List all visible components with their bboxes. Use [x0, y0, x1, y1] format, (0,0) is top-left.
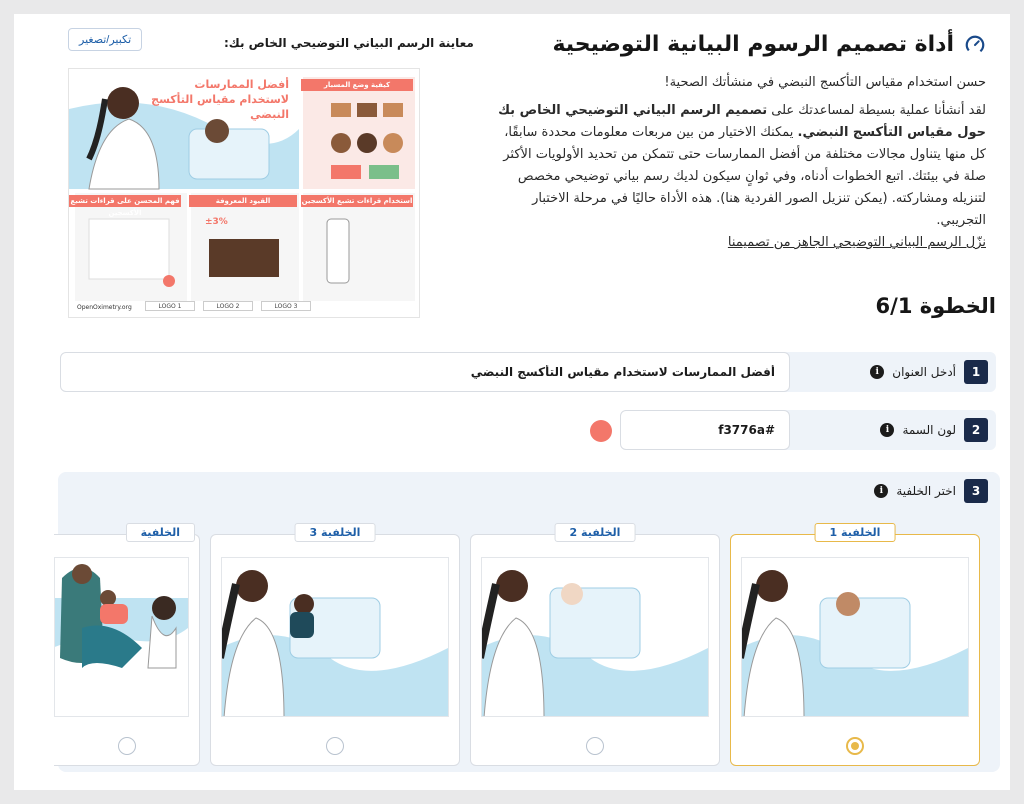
- info-icon[interactable]: i: [880, 423, 894, 437]
- zoom-button[interactable]: تكبير/تصغير: [68, 28, 142, 51]
- title-label-text: أدخل العنوان: [892, 365, 956, 379]
- poster-section-title: كيفية وضع المسبار: [301, 79, 413, 91]
- poster-logo: LOGO 3: [261, 301, 311, 311]
- background-2-illustration: [481, 558, 708, 717]
- step-number-badge: 1: [964, 360, 988, 384]
- info-icon[interactable]: i: [874, 484, 888, 498]
- background-card-2[interactable]: [470, 526, 720, 766]
- preview-label: معاينة الرسم البياني التوضيحي الخاص بك:: [224, 36, 474, 50]
- poster-section-title: استخدام قراءات تشبع الأكسجين: [301, 197, 413, 205]
- poster-logo: LOGO 1: [145, 301, 195, 311]
- background-thumbnail: [481, 557, 709, 717]
- background-card-4[interactable]: [54, 526, 200, 766]
- background-radio-1[interactable]: [846, 737, 864, 755]
- background-4-illustration: [54, 558, 188, 717]
- background-radio-2[interactable]: [586, 737, 604, 755]
- color-hex-input[interactable]: [620, 410, 790, 450]
- title-input[interactable]: [60, 352, 790, 392]
- background-1-illustration: [741, 558, 968, 717]
- page-title: أداة تصميم الرسوم البيانية التوضيحية: [552, 32, 954, 57]
- background-label-text: اختر الخلفية: [896, 484, 956, 498]
- background-3-illustration: [221, 558, 448, 717]
- info-icon[interactable]: i: [870, 365, 884, 379]
- background-card-3[interactable]: [210, 526, 460, 766]
- background-radio-4[interactable]: [118, 737, 136, 755]
- gauge-icon: [964, 34, 986, 56]
- color-label-text: لون السمة: [902, 423, 956, 437]
- intro-text: [486, 72, 986, 260]
- poster-brand: OpenOximetry.org: [77, 304, 132, 311]
- poster-section-title: القيود المعروفة: [189, 195, 297, 207]
- intro-line: حسن استخدام مقياس التأكسج النبضي في منشأتك الصحية!: [664, 75, 986, 90]
- download-infographic-link[interactable]: نزّل الرسم البياني التوضيحي الجاهز من تصميمنا: [727, 235, 986, 250]
- background-field-label: [874, 476, 996, 506]
- intro-paragraph-rest: يمكنك الاختيار من بين مربعات معلومات محددة سابقًا، كل منها يتناول مجالات مختلفة من أفضل الممارسات حتى تتمكن من تحديد الأولويات الأكثر صلة في بيئتك. اتبع الخطوات أدناه، وفي ثوانٍ سيكون لديك رسم بياني توضيحي مخصص لتنزيله ومشاركته. (يمكن تنزيل الصور الفردية هنا). هذه الأداة حاليًا في مرحلة الاختبار التجريبي.: [503, 125, 986, 228]
- step-number-badge: 2: [964, 418, 988, 442]
- infographic-preview: [68, 68, 420, 318]
- poster-section-title: فهم المحسن على قراءات تشبع الأكسجين: [70, 197, 180, 217]
- poster-title: أفضل الممارسات لاستخدام مقياس التأكسج النبضي: [151, 78, 289, 121]
- color-field-label: [774, 410, 996, 450]
- step-number-badge: 3: [964, 479, 988, 503]
- tool-title-row: [552, 32, 986, 57]
- poster-logo: LOGO 2: [203, 301, 253, 311]
- intro-paragraph: [486, 100, 986, 254]
- background-thumbnail: [221, 557, 449, 717]
- background-card-label: الخلفية 1: [815, 523, 896, 542]
- background-card-label: الخلفية 2: [555, 523, 636, 542]
- page: [14, 14, 1010, 790]
- step-heading: الخطوة 6/1: [875, 294, 996, 318]
- background-thumbnail: [54, 557, 189, 717]
- background-card-1[interactable]: [730, 526, 980, 766]
- color-swatch[interactable]: [590, 420, 612, 442]
- background-card-label: الخلفية 3: [295, 523, 376, 542]
- background-card-label: الخلفية: [126, 523, 195, 542]
- background-radio-3[interactable]: [326, 737, 344, 755]
- background-thumbnail: [741, 557, 969, 717]
- intro-paragraph-bold: تصميم الرسم البياني التوضيحي الخاص بك حول مقياس التأكسج النبضي.: [498, 103, 986, 140]
- intro-paragraph-start: لقد أنشأنا عملية بسيطة لمساعدتك على: [767, 103, 986, 118]
- title-field-label: [774, 352, 996, 392]
- poster-percent: ±3%: [205, 217, 228, 227]
